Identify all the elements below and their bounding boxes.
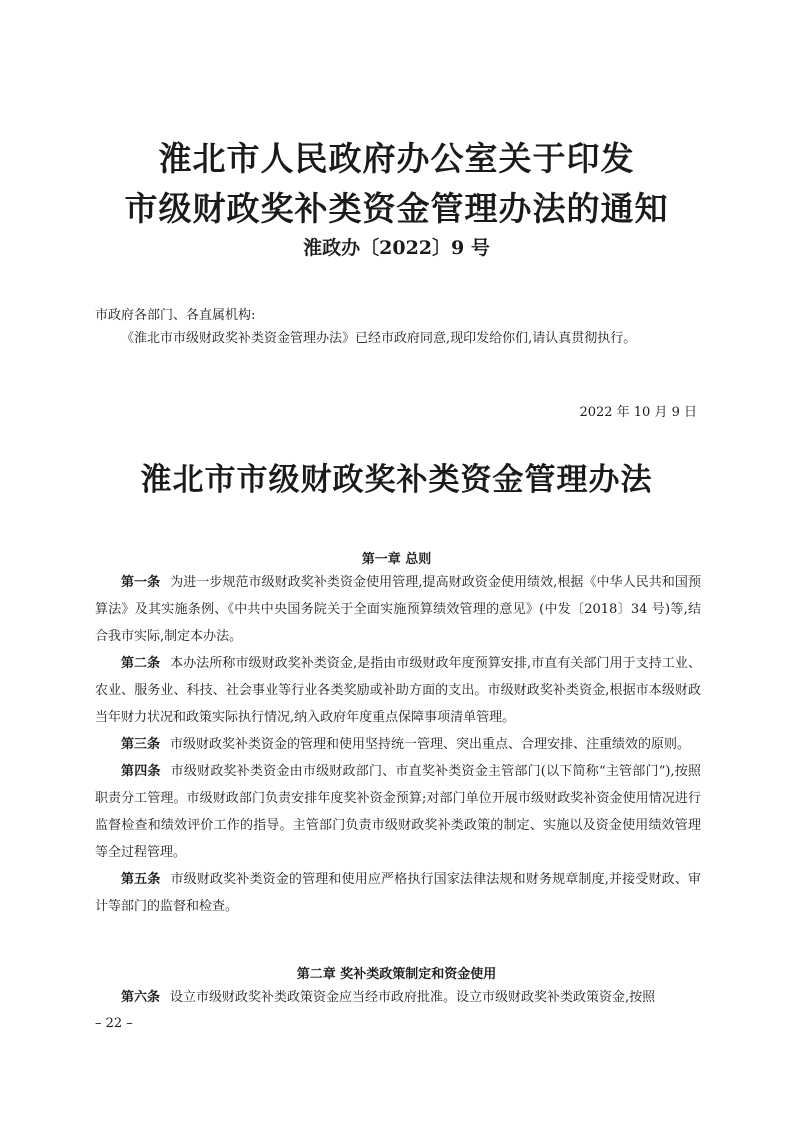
article-text: 为进一步规范市级财政奖补类资金使用管理,提高财政资金使用绩效,根据《中华人民共和国预算法》及其实施条例、《中共中央国务院关于全面实施预算绩效管理的意见》(中发〔2018〕34 号)等,结合我市实际,制定本办法。 xyxy=(95,575,701,644)
document-number: 淮政办〔2022〕9 号 xyxy=(303,237,490,259)
article-label: 第四条 xyxy=(121,764,161,779)
measures-title: 淮北市市级财政奖补类资金管理办法 xyxy=(140,462,653,498)
article-6 xyxy=(95,984,701,1011)
article-label: 第六条 xyxy=(121,990,161,1005)
article-5 xyxy=(95,866,701,920)
addressee: 市政府各部门、各直属机构: xyxy=(95,308,256,323)
article-text: 市级财政奖补类资金由市级财政部门、市直奖补类资金主管部门(以下简称“主管部门”),按照职责分工管理。市级财政部门负责安排年度奖补资金预算;对部门单位开展市级财政奖补资金使用情况进行监督检查和绩效评价工作的指导。主管部门负责市级财政奖补类政策的制定、实施以及资金使用绩效管理等全过程管理。 xyxy=(95,764,701,860)
page-number: – 22 – xyxy=(95,1016,133,1031)
article-text: 本办法所称市级财政奖补类资金,是指由市级财政年度预算安排,市直有关部门用于支持工业、农业、服务业、科技、社会事业等行业各类奖励或补助方面的支出。市级财政奖补类资金,根据市本级财政当年财力状况和政策实际执行情况,纳入政府年度重点保障事项清单管理。 xyxy=(95,656,701,725)
issue-date: 2022 年 10 月 9 日 xyxy=(579,405,697,420)
notice-title-line1: 淮北市人民政府办公室关于印发 xyxy=(158,139,635,178)
article-2 xyxy=(95,650,701,731)
chapter-heading: 第二章 奖补类政策制定和资金使用 xyxy=(296,967,497,982)
article-label: 第五条 xyxy=(121,872,161,887)
article-1 xyxy=(95,569,701,650)
notice-body: 《淮北市市级财政奖补类资金管理办法》已经市政府同意,现印发给你们,请认真贯彻执行。 xyxy=(121,331,637,346)
article-text: 设立市级财政奖补类政策资金应当经市政府批准。设立市级财政奖补类政策资金,按照 xyxy=(170,990,656,1005)
article-3 xyxy=(95,731,701,758)
chapter-heading: 第一章 总则 xyxy=(361,552,432,567)
article-label: 第二条 xyxy=(121,656,161,671)
article-label: 第一条 xyxy=(121,575,161,590)
article-text: 市级财政奖补类资金的管理和使用坚持统一管理、突出重点、合理安排、注重绩效的原则。 xyxy=(170,737,691,752)
article-4 xyxy=(95,758,701,866)
article-text: 市级财政奖补类资金的管理和使用应严格执行国家法律法规和财务规章制度,并接受财政、审计等部门的监督和检查。 xyxy=(95,872,701,914)
notice-title-line2: 市级财政奖补类资金管理办法的通知 xyxy=(124,189,669,228)
article-label: 第三条 xyxy=(121,737,161,752)
articles-block xyxy=(95,569,701,920)
